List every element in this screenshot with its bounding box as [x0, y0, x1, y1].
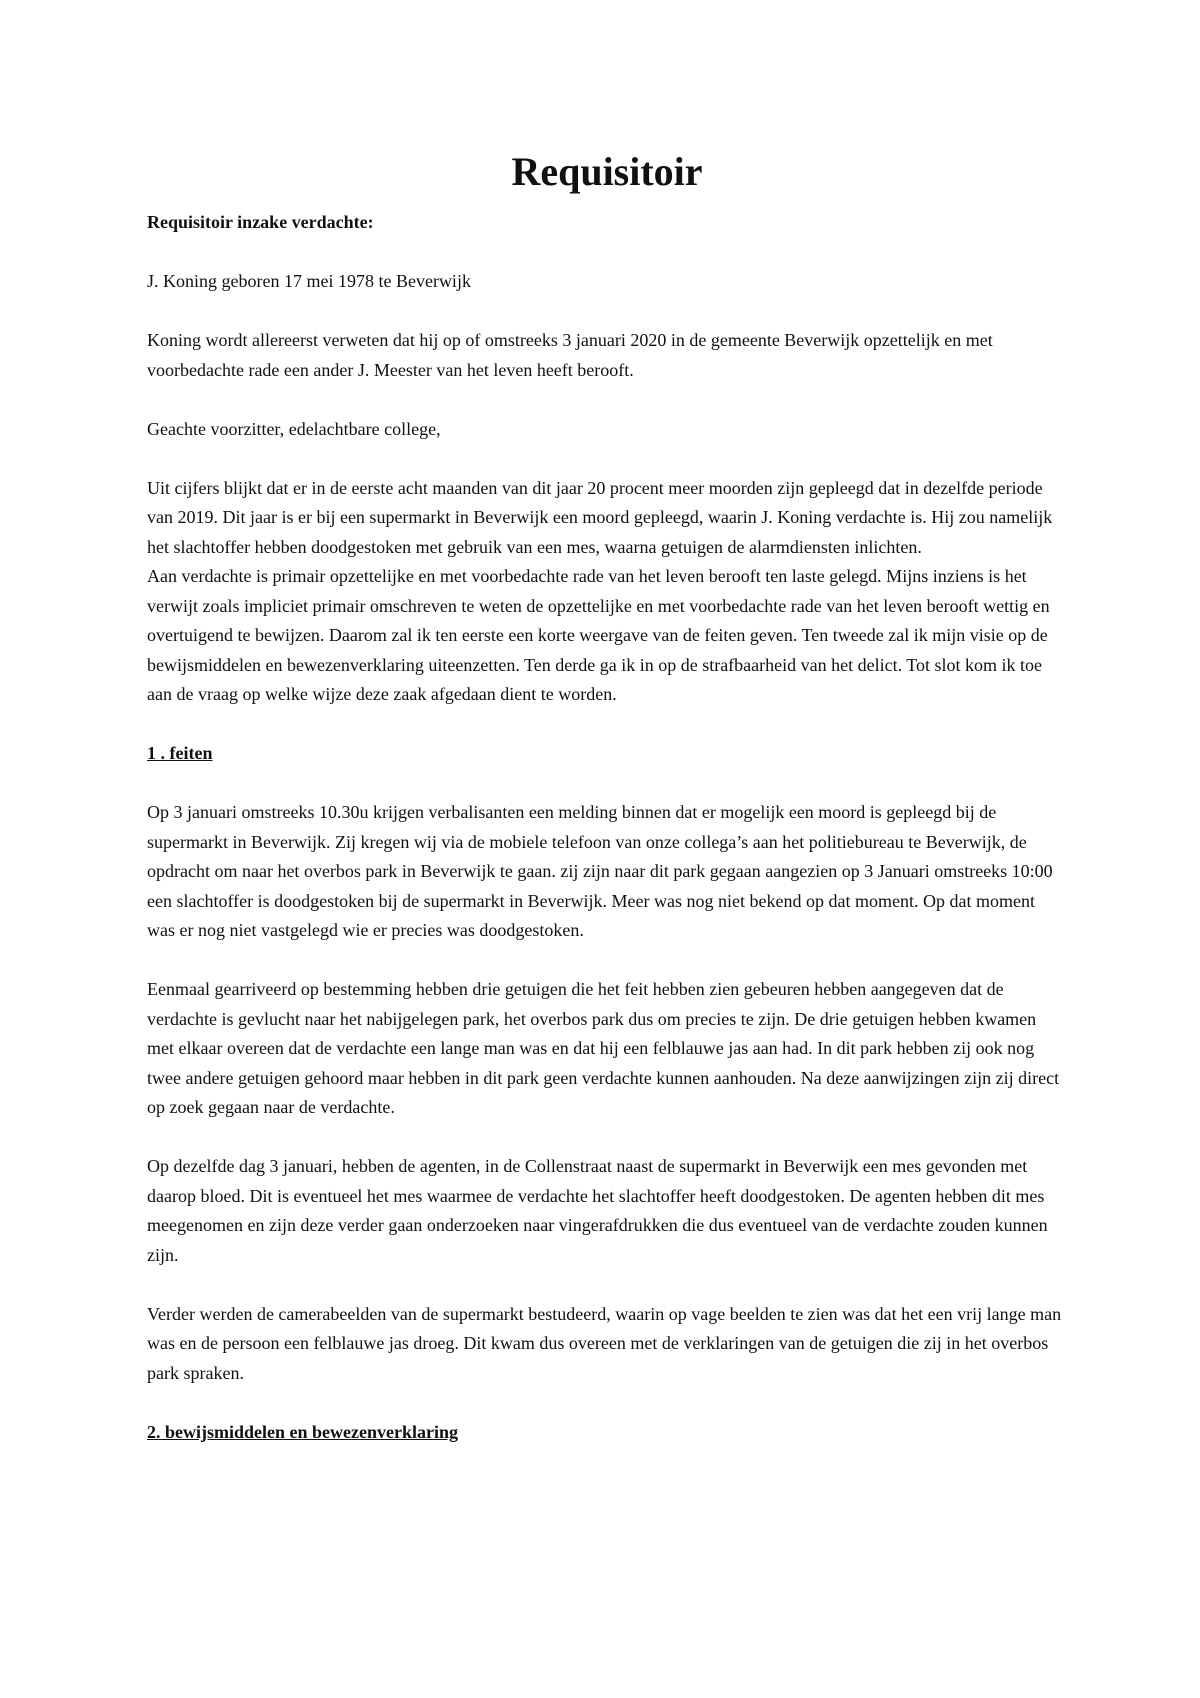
spacer	[147, 238, 1067, 268]
section-1-paragraph: Op dezelfde dag 3 januari, hebben de agenten, in de Collenstraat naast de supermarkt in Beverwijk een mes gevonden met daarop bloed. Dit is eventueel het mes waarmee de verdachte het slachtoffer heeft doodgestoken. De agenten hebben dit mes meegenomen en zijn deze verder gaan onderzoeken naar vingerafdrukken die dus eventueel van de verdachte zouden kunnen zijn.	[147, 1156, 1048, 1265]
spacer	[147, 385, 1067, 415]
spacer	[147, 297, 1067, 327]
intro-paragraph-1: Uit cijfers blijkt dat er in de eerste acht maanden van dit jaar 20 procent meer moorden zijn gepleegd dat in dezelfde periode van 2019. Dit jaar is er bij een supermarkt in Beverwijk een moord gepleegd, waarin J. Koning verdachte is. Hij zou namelijk het slachtoffer hebben doodgestoken met gebruik van een mes, waarna getuigen de alarmdiensten inlichten.	[147, 477, 1053, 557]
section-heading-bewijsmiddelen: 2. bewijsmiddelen en bewezenverklaring	[147, 1421, 458, 1442]
document-page	[147, 148, 1067, 1447]
spacer	[147, 1270, 1067, 1300]
spacer	[147, 1388, 1067, 1418]
charge-paragraph: Koning wordt allereerst verweten dat hij op of omstreeks 3 januari 2020 in de gemeente Beverwijk opzettelijk en met voorbedachte rade een ander J. Meester van het leven heeft berooft.	[147, 330, 993, 380]
spacer	[147, 444, 1067, 474]
salutation: Geachte voorzitter, edelachtbare college,	[147, 418, 441, 439]
suspect-line: J. Koning geboren 17 mei 1978 te Beverwijk	[147, 271, 471, 291]
section-1-paragraph: Eenmaal gearriveerd op bestemming hebben drie getuigen die het feit hebben zien gebeuren hebben aangegeven dat de verdachte is gevlucht naar het nabijgelegen park, het overbos park dus om precies te zijn. De drie getuigen hebben kwamen met elkaar overeen dat de verdachte een lange man was en dat hij een felblauwe jas aan had. In dit park hebben zij ook nog twee andere getuigen gehoord maar hebben in dit park geen verdachte kunnen aanhouden. Na deze aanwijzingen zijn zij direct op zoek gegaan naar de verdachte.	[147, 979, 1060, 1117]
document-subtitle: Requisitoir inzake verdachte:	[147, 212, 374, 232]
section-heading-feiten: 1 . feiten	[147, 743, 213, 763]
spacer	[147, 1123, 1067, 1153]
spacer	[147, 946, 1067, 976]
spacer	[147, 769, 1067, 799]
section-1-paragraph: Op 3 januari omstreeks 10.30u krijgen verbalisanten een melding binnen dat er mogelijk een moord is gepleegd bij de supermarkt in Beverwijk. Zij kregen wij via de mobiele telefoon van onze collega’s aan het politiebureau te Beverwijk, de opdracht om naar het overbos park in Beverwijk te gaan. zij zijn naar dit park gegaan aangezien op 3 Januari omstreeks 10:00 een slachtoffer is doodgestoken bij de supermarkt in Beverwijk. Meer was nog niet bekend op dat moment. Op dat moment was er nog niet vastgelegd wie er precies was doodgestoken.	[147, 802, 1053, 940]
section-1-paragraph: Verder werden de camerabeelden van de supermarkt bestudeerd, waarin op vage beelden te zien was dat het een vrij lange man was en de persoon een felblauwe jas droeg. Dit kwam dus overeen met de verklaringen van de getuigen die zij in het overbos park spraken.	[147, 1303, 1062, 1383]
intro-paragraph-2: Aan verdachte is primair opzettelijke en met voorbedachte rade van het leven berooft ten laste gelegd. Mijns inziens is het verwijt zoals impliciet primair omschreven te weten de opzettelijke en met voorbedachte rade van het leven berooft wettig en overtuigend te bewijzen. Daarom zal ik ten eerste een korte weergave van de feiten geven. Ten tweede zal ik mijn visie op de bewijsmiddelen en bewezenverklaring uiteenzetten. Ten derde ga ik in op de strafbaarheid van het delict. Tot slot kom ik toe aan de vraag op welke wijze deze zaak afgedaan dient te worden.	[147, 566, 1050, 704]
spacer	[147, 710, 1067, 740]
document-title: Requisitoir	[511, 149, 703, 194]
